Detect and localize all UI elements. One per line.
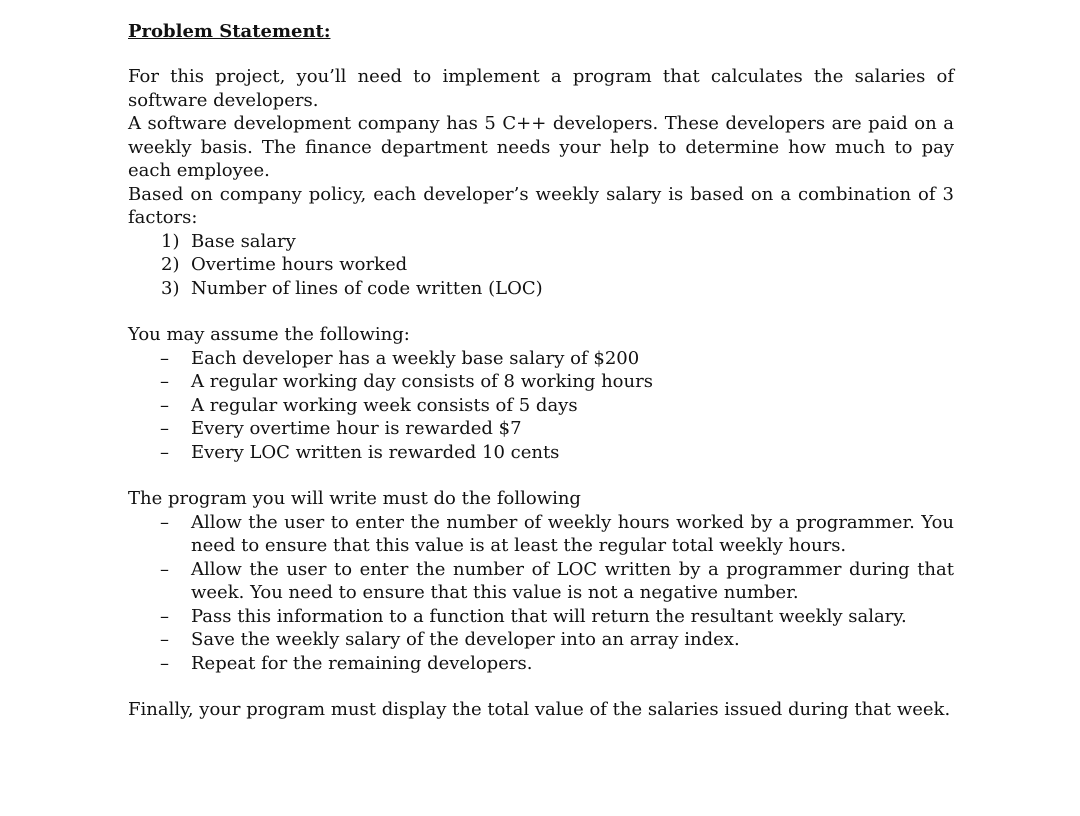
assumption-text: Every overtime hour is rewarded $7 (191, 418, 522, 439)
intro-paragraph-2: A software development company has 5 C++ developers. These developers are paid on a weekly basis. The finance department needs your help to determine how much to pay each employee. (128, 113, 954, 181)
requirement-text: Allow the user to enter the number of weekly hours worked by a programmer. You need to ensure that this value is at least the regular total weekly hours. (191, 511, 954, 556)
intro-paragraph-1: For this project, you’ll need to implement a program that calculates the salaries of software developers. (128, 66, 954, 111)
requirement-text: Allow the user to enter the number of LOC written by a programmer during that week. You need to ensure that this value is not a negative number. (191, 558, 954, 603)
dash-bullet: – (160, 418, 169, 439)
assumption-item (128, 347, 954, 371)
spacer (128, 464, 954, 487)
assumption-text: A regular working day consists of 8 working hours (191, 371, 653, 392)
factor-item (128, 230, 954, 254)
assumption-text: Every LOC written is rewarded 10 cents (191, 441, 560, 463)
assumptions-intro: You may assume the following: (128, 324, 410, 345)
program-intro: The program you will write must do the following (128, 488, 581, 509)
factor-text: Base salary (191, 230, 296, 252)
factor-item (128, 253, 954, 277)
dash-bullet: – (160, 347, 169, 369)
dash-bullet: – (160, 652, 169, 674)
requirements-list (128, 511, 954, 676)
dash-bullet: – (160, 558, 169, 580)
requirement-item (128, 628, 954, 652)
factor-item (128, 277, 954, 301)
dash-bullet: – (160, 511, 169, 533)
dash-bullet: – (160, 394, 169, 416)
requirement-item (128, 558, 954, 605)
requirement-text: Save the weekly salary of the developer into an array index. (191, 629, 740, 650)
requirement-text: Repeat for the remaining developers. (191, 652, 533, 674)
dash-bullet: – (160, 605, 169, 627)
assumption-text: Each developer has a weekly base salary of $200 (191, 347, 640, 369)
requirement-text: Pass this information to a function that will return the resultant weekly salary. (191, 605, 907, 627)
spacer (128, 300, 954, 323)
factor-number: 3) (161, 277, 180, 299)
dash-bullet: – (160, 371, 169, 392)
problem-statement-heading: Problem Statement: (128, 21, 331, 42)
closing-paragraph: Finally, your program must display the total value of the salaries issued during that week. (128, 699, 951, 720)
assumption-item (128, 417, 954, 441)
dash-bullet: – (160, 441, 169, 463)
factor-text: Number of lines of code written (LOC) (191, 277, 543, 299)
factor-text: Overtime hours worked (191, 254, 408, 275)
factor-number: 2) (161, 254, 180, 275)
assumption-item (128, 441, 954, 465)
assumption-item (128, 394, 954, 418)
factors-list (128, 230, 954, 301)
assumption-text: A regular working week consists of 5 days (191, 394, 578, 416)
requirement-item (128, 605, 954, 629)
factor-number: 1) (161, 230, 180, 252)
dash-bullet: – (160, 629, 169, 650)
requirement-item (128, 511, 954, 558)
document-page (128, 20, 954, 722)
assumption-item (128, 370, 954, 394)
intro-paragraph-3: Based on company policy, each developer’s weekly salary is based on a combination of 3 factors: (128, 183, 954, 228)
assumptions-list (128, 347, 954, 465)
requirement-item (128, 652, 954, 676)
spacer (128, 675, 954, 698)
